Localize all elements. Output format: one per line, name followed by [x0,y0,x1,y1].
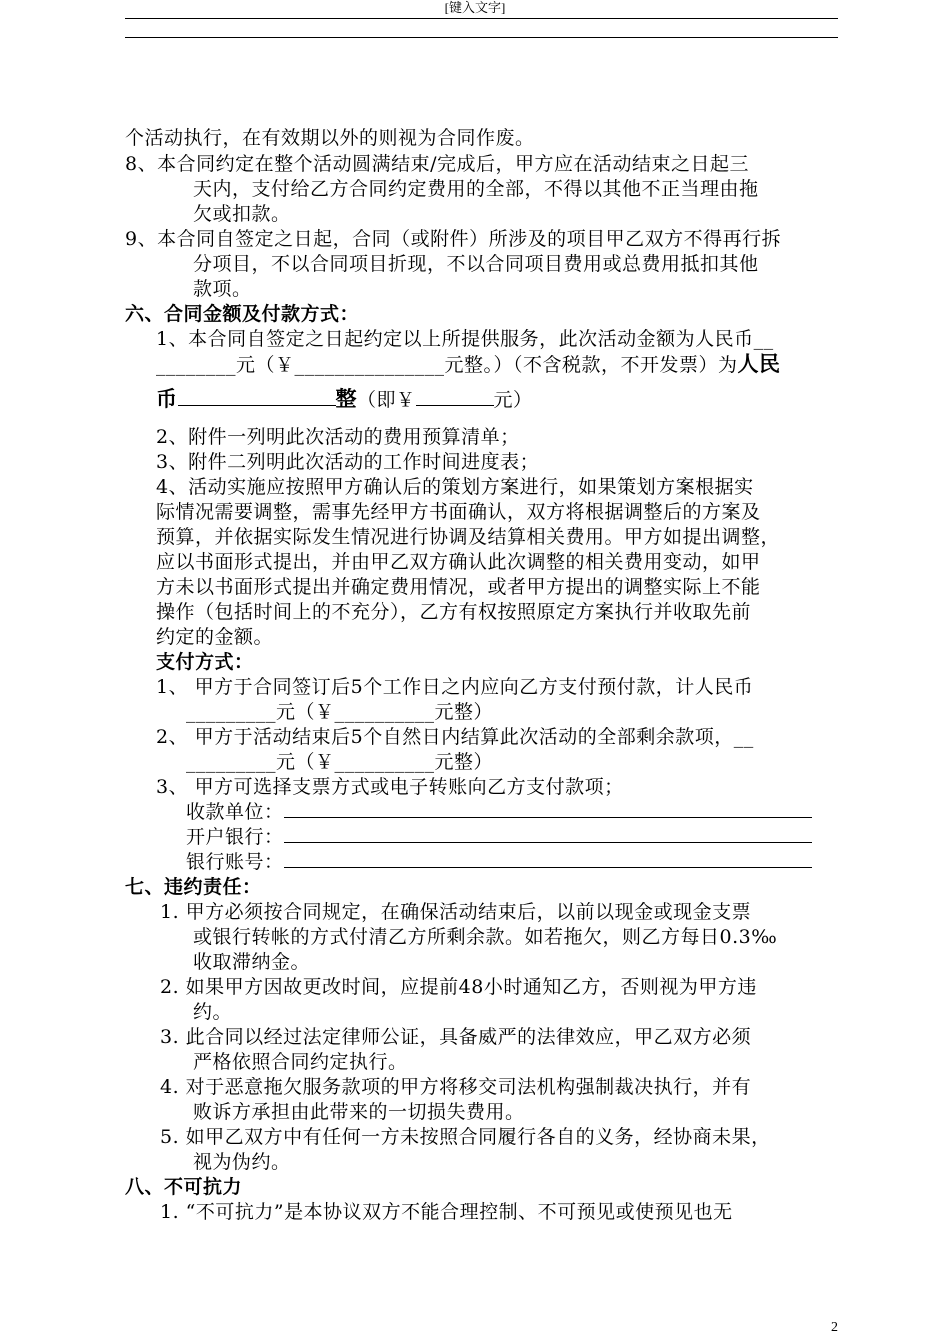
text-line: 1、本合同自签定之日起约定以上所提供服务，此次活动金额为人民币__ [156,328,774,350]
section-8-heading: 八、不可抗力 [125,1176,243,1198]
text-line [156,351,781,378]
text-line: 应以书面形式提出，并由甲乙双方确认此次调整的相关费用变动，如甲 [156,551,761,573]
text-segment-bold: 币 [156,386,178,411]
header-rule-lower [125,37,838,38]
text-line: 3、附件二列明此次活动的工作时间进度表； [156,451,540,473]
amount-blank[interactable] [178,387,336,406]
text-line: 方未以书面形式提出并确定费用情况，或者甲方提出的调整实际上不能 [156,576,761,598]
text-segment-bold: 人民 [737,351,781,376]
text-line: 5. 如甲乙双方中有任何一方未按照合同履行各自的义务，经协商未果， [160,1126,771,1148]
text-line: 际情况需要调整，需事先经甲方书面确认，双方将根据调整后的方案及 [156,501,761,523]
header-rule [125,18,838,19]
text-segment-bold: 整 [335,386,357,411]
text-line: 天内，支付给乙方合同约定费用的全部，不得以其他不正当理由拖 [193,178,759,200]
clause-9: 9、本合同自签定之日起，合同（或附件）所涉及的项目甲乙双方不得再行拆 [125,228,782,250]
bank-blank[interactable] [284,824,812,843]
text-line: 约。 [193,1001,233,1023]
text-line: 4. 对于恶意拖欠服务款项的甲方将移交司法机构强制裁决执行，并有 [160,1076,752,1098]
text-line: 严格依照合同约定执行。 [193,1051,408,1073]
text-line: 1、 甲方于合同签订后5个工作日之内应向乙方支付预付款，计人民币 [156,676,754,698]
text-line: 1. 甲方必须按合同规定，在确保活动结束后，以前以现金或现金支票 [160,901,752,923]
payee-blank[interactable] [284,799,812,818]
text-line: 操作（包括时间上的不充分），乙方有权按照原定方案执行并收取先前 [156,601,752,623]
field-label: 银行账号： [186,851,284,873]
text-line: _________元（￥__________元整） [186,701,494,723]
text-segment: （即￥ [357,389,416,411]
section-6-heading: 六、合同金额及付款方式： [125,303,360,325]
text-line: 收取滞纳金。 [193,951,311,973]
payee-field [186,799,812,825]
text-line: 约定的金额。 [156,626,274,648]
text-line: 款项。 [193,278,252,300]
text-line: 2、 甲方于活动结束后5个自然日内结算此次活动的全部剩余款项，__ [156,726,754,748]
text-line: 2、附件一列明此次活动的费用预算清单； [156,426,520,448]
field-label: 收款单位： [186,801,284,823]
payment-method-heading: 支付方式： [156,651,254,673]
field-label: 开户银行： [186,826,284,848]
text-line: _________元（￥__________元整） [186,751,494,773]
text-line: 3. 此合同以经过法定律师公证，具备威严的法律效应，甲乙双方必须 [160,1026,752,1048]
bank-field [186,824,812,850]
text-line: 分项目，不以合同项目折现，不以合同项目费用或总费用抵扣其他 [193,253,759,275]
section-7-heading: 七、违约责任： [125,876,262,898]
page-header: [键入文字] [444,0,506,15]
page-number: 2 [831,1320,838,1335]
text-line: 欠或扣款。 [193,203,291,225]
text-line: 或银行转帐的方式付清乙方所剩余款。如若拖欠，则乙方每日0.3‰ [193,926,778,948]
text-line: 3、 甲方可选择支票方式或电子转账向乙方支付款项； [156,776,624,798]
clause-8: 8、本合同约定在整个活动圆满结束/完成后，甲方应在活动结束之日起三 [125,153,749,175]
text-line: 2. 如果甲方因故更改时间，应提前48小时通知乙方，否则视为甲方违 [160,976,757,998]
text-line: 视为伪约。 [193,1151,291,1173]
text-line: 4、活动实施应按照甲方确认后的策划方案进行，如果策划方案根据实 [156,476,754,498]
amount-words-line [156,386,533,413]
text-line: 败诉方承担由此带来的一切损失费用。 [193,1101,525,1123]
amount-blank[interactable] [416,387,494,406]
account-blank[interactable] [284,849,812,868]
text-line: 预算，并依据实际发生情况进行协调及结算相关费用。甲方如提出调整， [156,526,781,548]
text-line: 1. “不可抗力”是本协议双方不能合理控制、不可预见或使预见也无 [160,1201,733,1223]
text-line: 个活动执行，在有效期以外的则视为合同作废。 [125,127,535,149]
text-segment: 元） [493,389,533,411]
text-segment: ________元（￥_______________元整。）（不含税款，不开发票）为 [156,354,738,376]
account-field [186,849,812,875]
